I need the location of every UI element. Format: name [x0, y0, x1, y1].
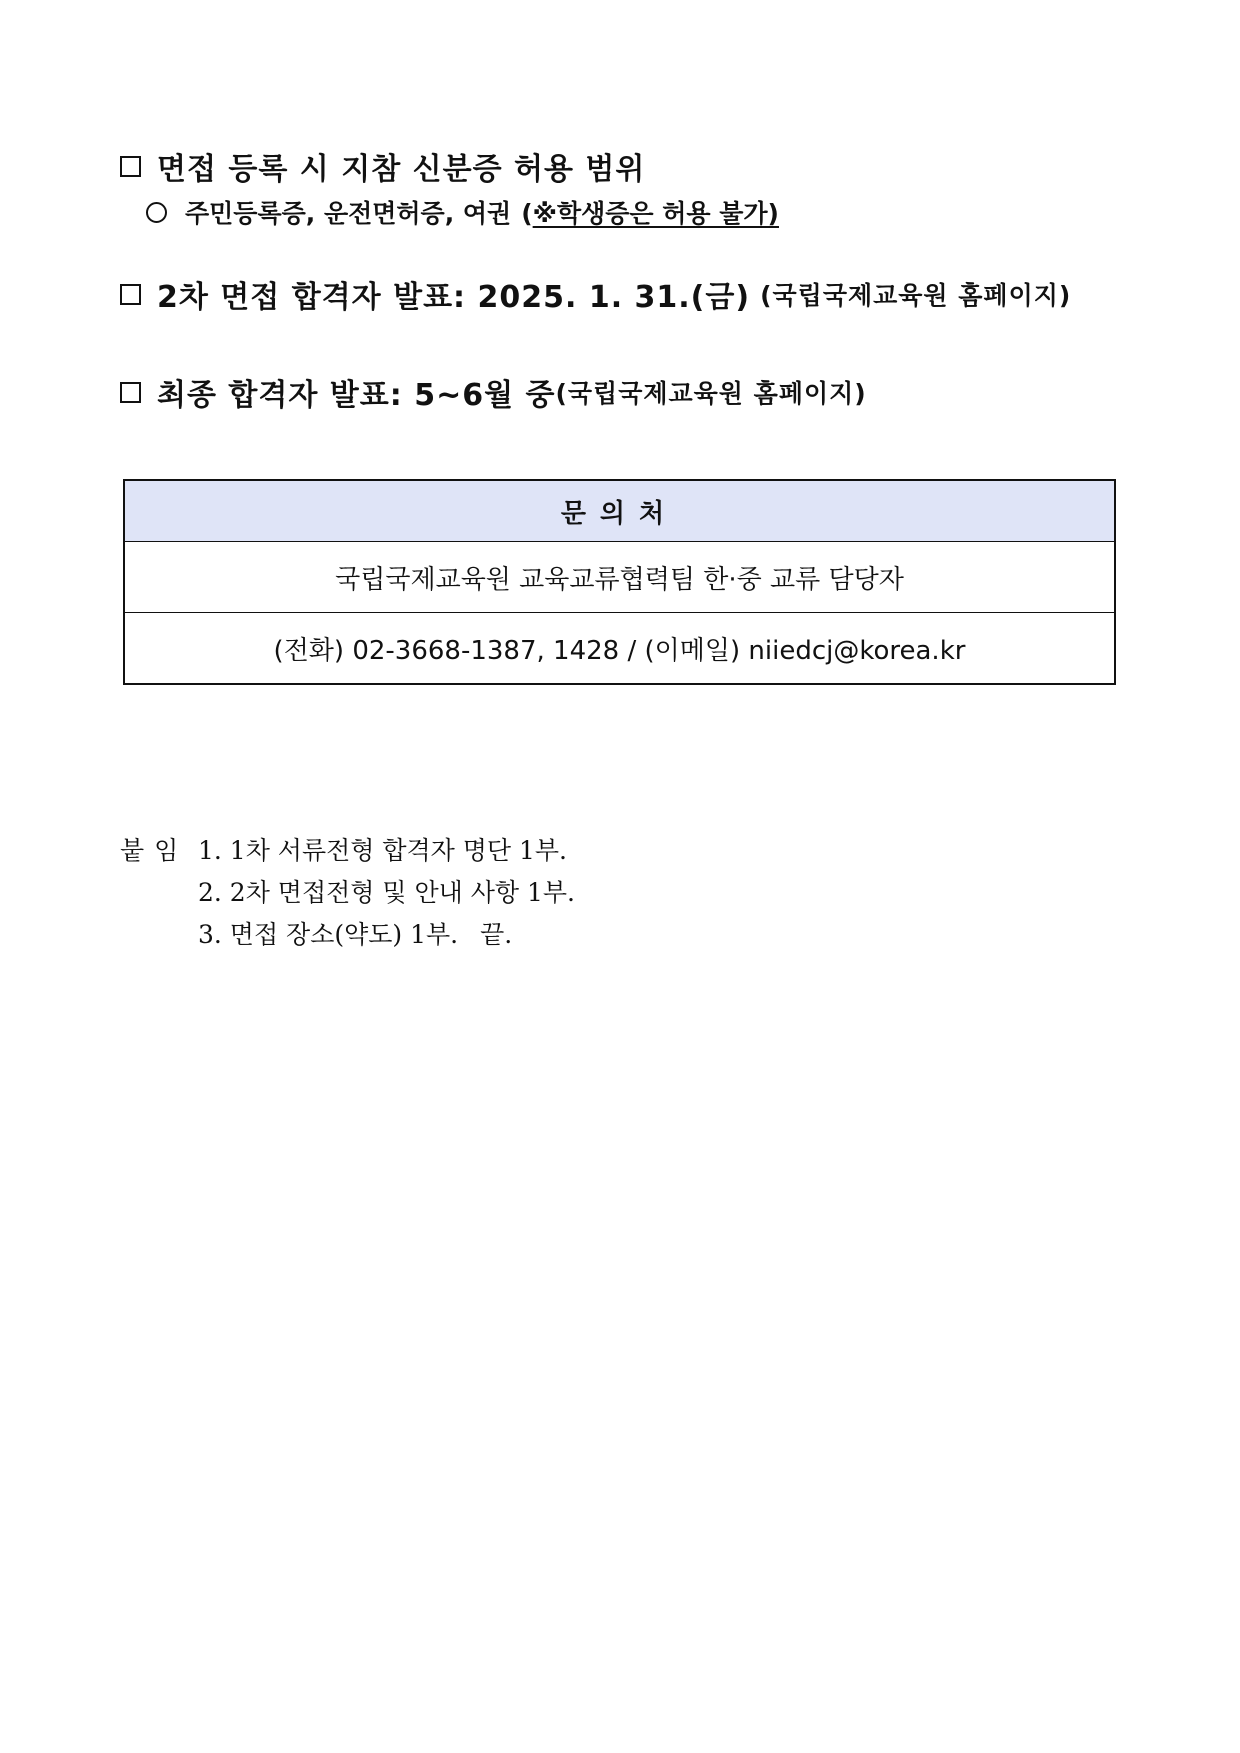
end-mark: 끝. [480, 920, 513, 949]
section-id-range [120, 144, 645, 188]
contact-table [123, 479, 1116, 685]
attachment-item: 1. 1차 서류전형 합격자 명단 1부. [198, 836, 567, 865]
attachment-line [120, 872, 575, 914]
attachment-item: 3. 면접 장소(약도) 1부. [198, 920, 459, 949]
circle-bullet-icon [146, 202, 167, 223]
attachments [120, 830, 575, 956]
id-range-item [146, 194, 779, 230]
attachment-item: 2. 2차 면접전형 및 안내 사항 1부. [198, 878, 575, 907]
section-second-result [120, 272, 1071, 316]
section-id-range-title: 면접 등록 시 지참 신분증 허용 범위 [157, 152, 646, 187]
contact-department: 국립국제교육원 교육교류협력팀 한·중 교류 담당자 [124, 542, 1115, 613]
checkbox-square-icon [120, 156, 141, 177]
attachment-line [120, 914, 575, 956]
id-range-note-underlined: ※학생증은 허용 불가) [532, 199, 779, 228]
attachments-label: 붙임 [120, 836, 189, 865]
section-final-result-note: (국립국제교육원 홈페이지) [555, 379, 867, 408]
attachment-line [120, 830, 575, 872]
id-range-item-text: 주민등록증, 운전면허증, 여권 [185, 199, 512, 228]
checkbox-square-icon [120, 382, 141, 403]
contact-phone-email: (전화) 02-3668-1387, 1428 / (이메일) niiedcj@korea.kr [124, 613, 1115, 685]
section-final-result [120, 370, 867, 414]
checkbox-square-icon [120, 284, 141, 305]
section-final-result-title: 최종 합격자 발표: 5~6월 중 [157, 378, 556, 413]
id-range-note [521, 194, 779, 230]
section-second-result-title: 2차 면접 합격자 발표: 2025. 1. 31.(금) [157, 280, 751, 315]
id-range-note-open: ( [521, 199, 533, 228]
section-second-result-note: (국립국제교육원 홈페이지) [760, 281, 1072, 310]
contact-table-header: 문의처 [124, 480, 1115, 542]
